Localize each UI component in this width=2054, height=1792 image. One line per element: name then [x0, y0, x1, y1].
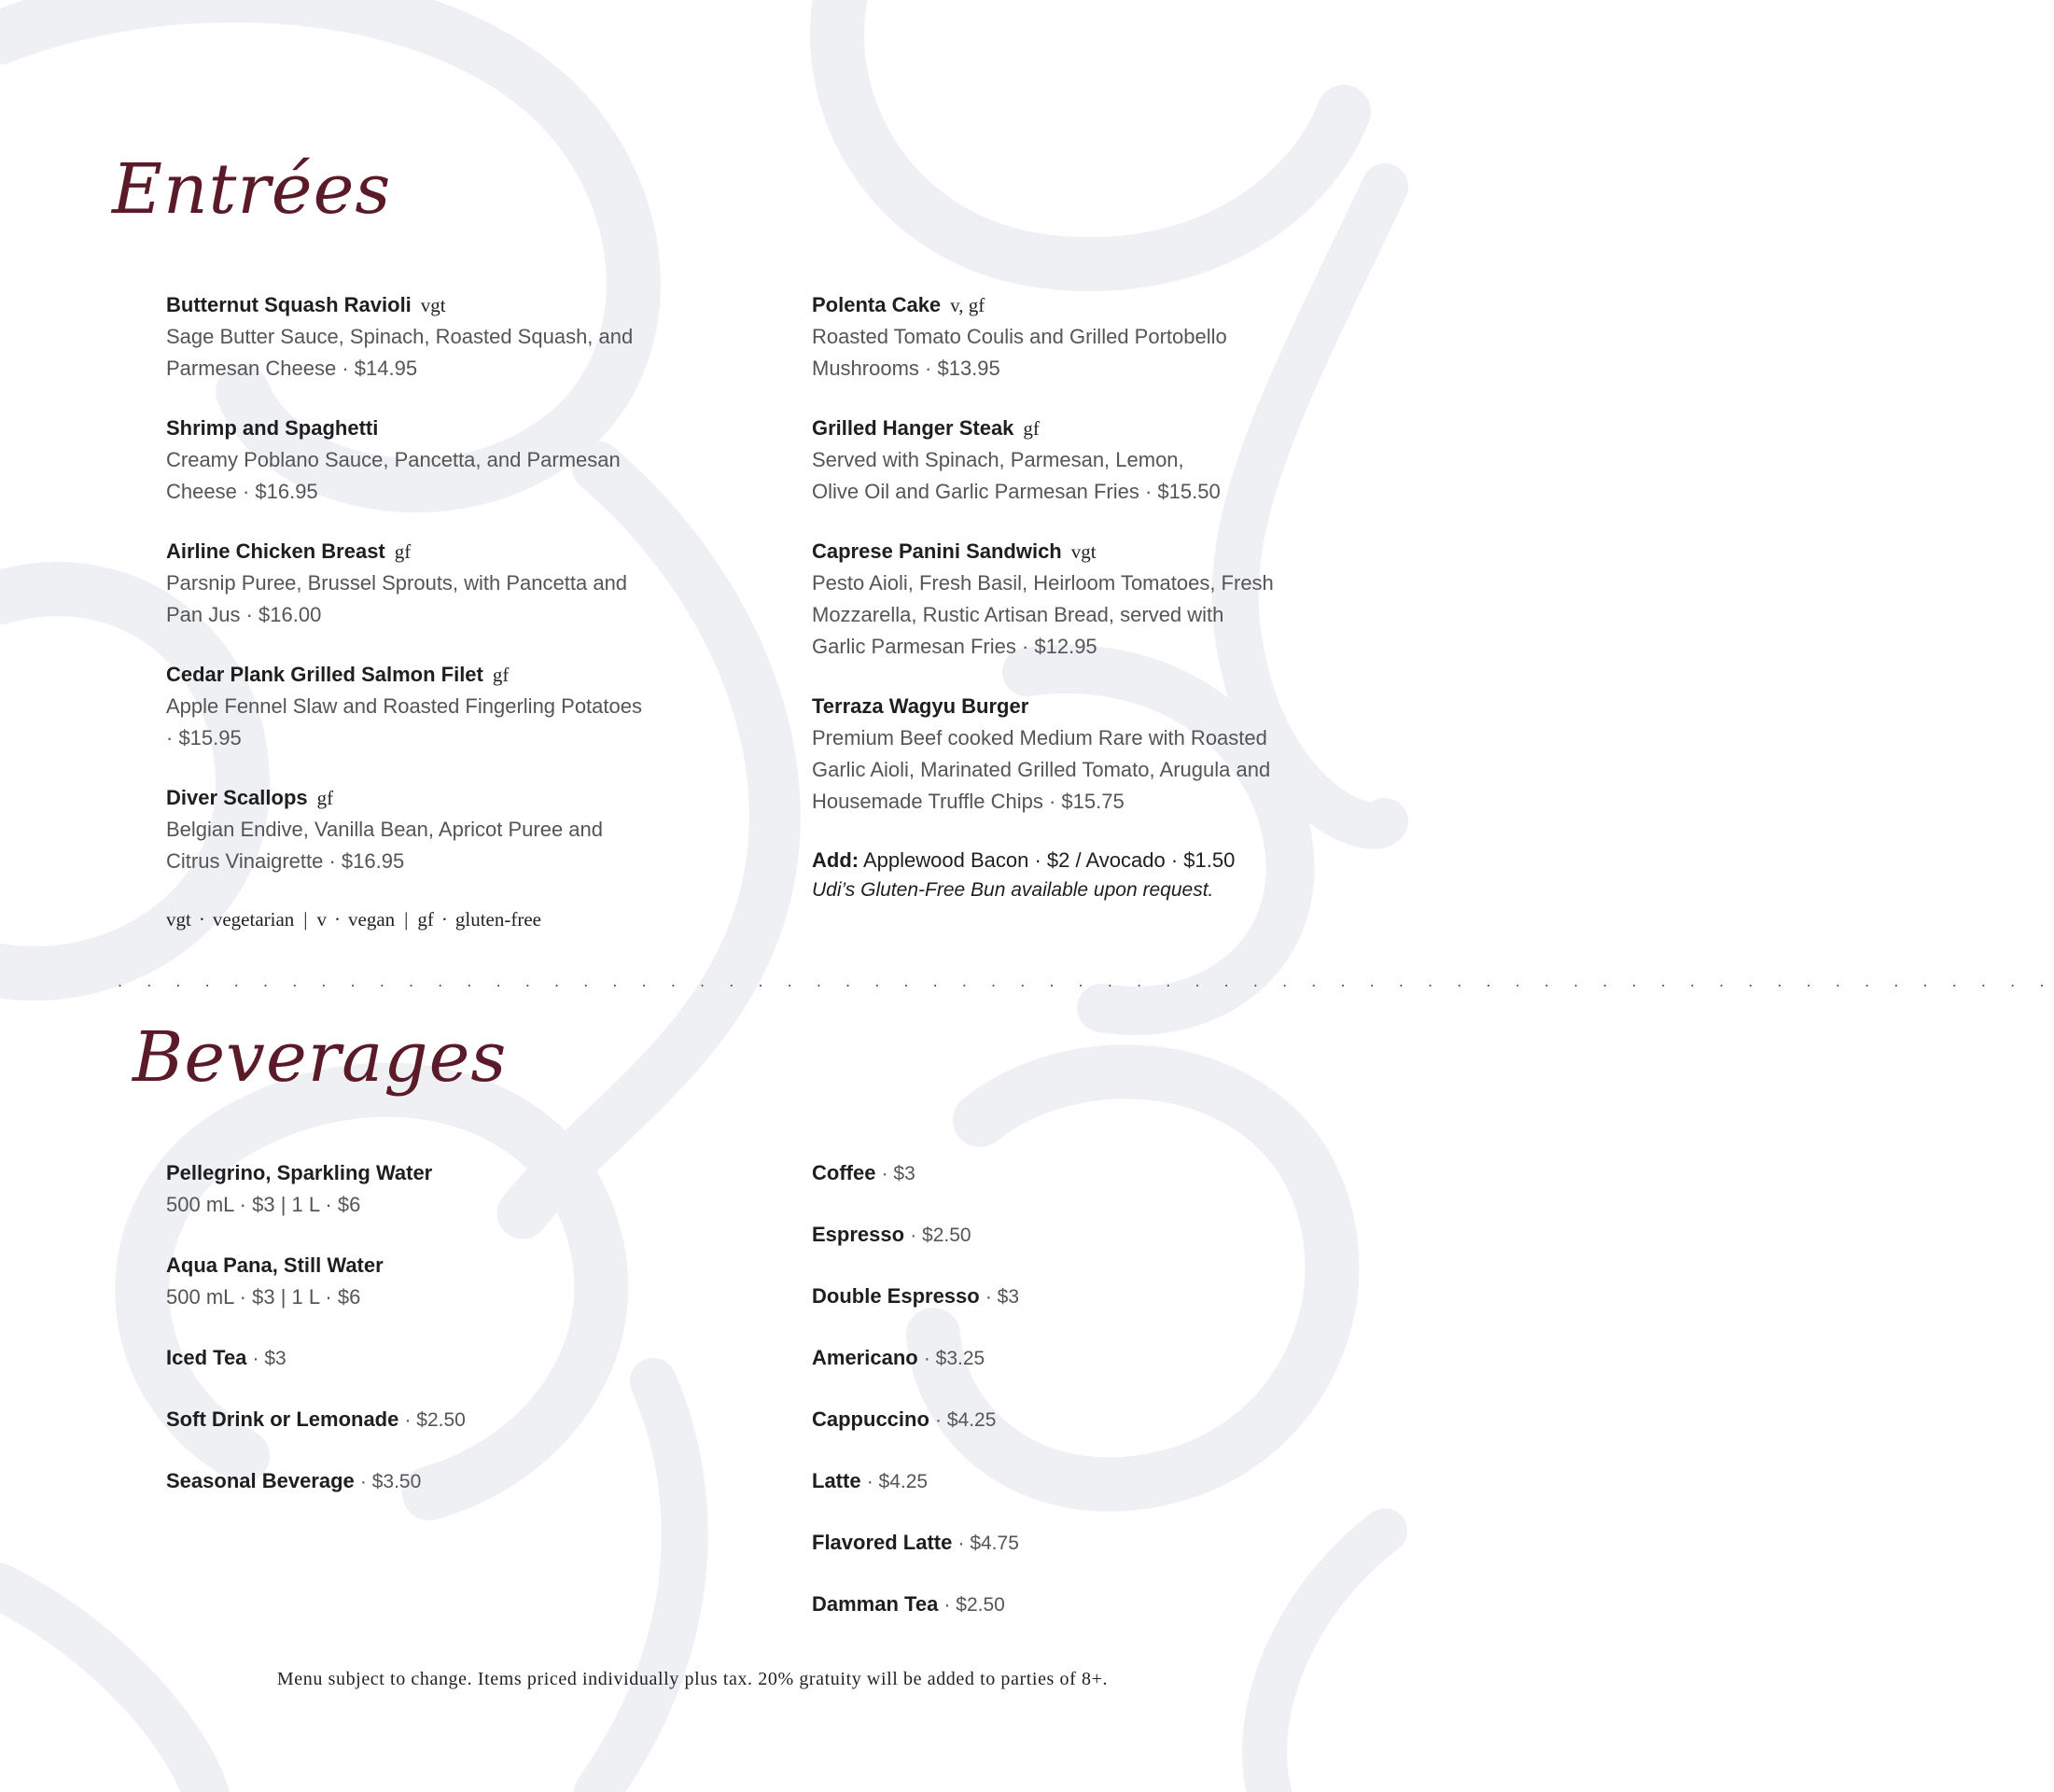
beverage-price: · $2.50 — [943, 1594, 1005, 1616]
beverage-item — [812, 1219, 1334, 1252]
beverage-sizes: 500 mL · $3 | 1 L · $6 — [166, 1285, 361, 1309]
beverage-item — [166, 1342, 689, 1375]
legend-v-label: vegan — [348, 908, 396, 931]
beverage-price: · $2.50 — [910, 1225, 971, 1246]
menu-item — [166, 536, 689, 631]
dietary-tag: vgt — [1070, 540, 1097, 563]
legend-gf-label: gluten-free — [454, 908, 542, 931]
beverage-name: Damman Tea — [812, 1592, 939, 1616]
beverage-item — [166, 1465, 689, 1498]
item-description-price: Olive Oil and Garlic Parmesan Fries · $15.50 — [812, 480, 1221, 503]
beverage-item — [812, 1342, 1334, 1375]
item-description-price: Citrus Vinaigrette · $16.95 — [166, 849, 405, 873]
menu-item — [166, 413, 689, 508]
beverage-item — [812, 1465, 1334, 1498]
menu-item — [166, 782, 689, 877]
beverage-name: Flavored Latte — [812, 1531, 953, 1554]
beverage-price: · $3.25 — [923, 1348, 985, 1369]
beverage-price: · $3 — [252, 1348, 286, 1369]
beverages-left-column — [166, 1157, 689, 1527]
entrees-right-column — [812, 289, 1334, 905]
item-name: Caprese Panini Sandwich — [812, 539, 1062, 563]
item-name: Terraza Wagyu Burger — [812, 694, 1029, 718]
beverage-item — [166, 1404, 689, 1436]
dietary-tag: gf — [492, 664, 510, 686]
beverage-name: Cappuccino — [812, 1407, 929, 1431]
item-description-price: Mushrooms · $13.95 — [812, 357, 1000, 380]
item-name: Grilled Hanger Steak — [812, 416, 1014, 440]
beverage-price: · $2.50 — [404, 1409, 466, 1431]
item-name: Airline Chicken Breast — [166, 539, 385, 563]
entrees-left-column — [166, 289, 689, 933]
beverage-item — [812, 1527, 1334, 1560]
item-name: Cedar Plank Grilled Salmon Filet — [166, 663, 483, 686]
dietary-tag: gf — [1023, 417, 1040, 440]
addon-note: Udi’s Gluten-Free Bun available upon request. — [812, 879, 1214, 901]
item-name: Shrimp and Spaghetti — [166, 416, 379, 440]
item-description: Premium Beef cooked Medium Rare with Roasted — [812, 726, 1267, 749]
menu-item — [812, 413, 1334, 508]
beverage-item — [812, 1281, 1334, 1313]
beverage-item — [812, 1157, 1334, 1190]
menu-item — [812, 536, 1334, 663]
item-description: Served with Spinach, Parmesan, Lemon, — [812, 448, 1184, 471]
beverages-title: Beverages — [133, 1017, 508, 1098]
item-description: Sage Butter Sauce, Spinach, Roasted Squash, and — [166, 325, 634, 348]
menu-item — [166, 659, 689, 754]
item-description: Pesto Aioli, Fresh Basil, Heirloom Tomatoes, Fresh — [812, 571, 1274, 595]
beverage-price: · $4.75 — [957, 1533, 1019, 1554]
entrees-title: Entrées — [112, 149, 392, 230]
item-description: Garlic Aioli, Marinated Grilled Tomato, Arugula and — [812, 758, 1271, 781]
menu-item — [812, 691, 1334, 818]
menu-footer-note: Menu subject to change. Items priced individually plus tax. 20% gratuity will be added to parties of 8+. — [276, 1669, 1109, 1689]
item-description: Apple Fennel Slaw and Roasted Fingerling Potatoes — [166, 694, 642, 718]
addon-label: Add: — [812, 848, 859, 872]
item-description-price: Cheese · $16.95 — [166, 480, 318, 503]
item-name: Polenta Cake — [812, 293, 942, 316]
dietary-legend: vgt · vegetarian | v · vegan | gf · gluten-free — [166, 908, 542, 931]
item-description-price: Garlic Parmesan Fries · $12.95 — [812, 635, 1097, 658]
addon-block — [812, 846, 1334, 905]
beverage-price: · $3 — [881, 1163, 915, 1184]
beverage-price: · $3 — [985, 1286, 1020, 1308]
beverage-price: · $4.25 — [935, 1409, 997, 1431]
legend-gf: gf — [417, 908, 434, 931]
beverage-name: Seasonal Beverage — [166, 1469, 355, 1492]
beverage-item — [812, 1589, 1334, 1621]
item-description-price: · $15.95 — [166, 726, 242, 749]
legend-vgt: vgt — [166, 908, 191, 931]
legend-vgt-label: vegetarian — [212, 908, 295, 931]
item-description: Roasted Tomato Coulis and Grilled Portobello — [812, 325, 1227, 348]
item-description-price: Parmesan Cheese · $14.95 — [166, 357, 418, 380]
beverage-name: Double Espresso — [812, 1284, 980, 1308]
dietary-tag: gf — [394, 540, 412, 563]
legend-v: v — [316, 908, 328, 931]
beverage-item — [166, 1250, 689, 1313]
beverage-sizes: 500 mL · $3 | 1 L · $6 — [166, 1193, 361, 1216]
item-description-price: Pan Jus · $16.00 — [166, 603, 322, 626]
section-divider: . . . . . . . . . . . . . . . . . . . . . . . . . . . . . . . . . . . . . . . . . . . . . . . . . . . . . . . . . . . . . . . . . . . — [118, 972, 2054, 990]
dietary-tag: gf — [316, 787, 334, 809]
item-description-price: Housemade Truffle Chips · $15.75 — [812, 790, 1125, 813]
beverage-item — [166, 1157, 689, 1221]
dietary-tag: v, gf — [950, 294, 985, 316]
menu-item — [166, 289, 689, 385]
item-description: Creamy Poblano Sauce, Pancetta, and Parmesan — [166, 448, 621, 471]
beverages-right-column — [812, 1157, 1334, 1650]
beverage-item — [812, 1404, 1334, 1436]
beverage-name: Latte — [812, 1469, 861, 1492]
item-description: Parsnip Puree, Brussel Sprouts, with Pancetta and — [166, 571, 628, 595]
menu-item — [812, 289, 1334, 385]
beverage-name: Espresso — [812, 1223, 905, 1246]
beverage-name: Aqua Pana, Still Water — [166, 1253, 384, 1277]
item-name: Diver Scallops — [166, 786, 308, 809]
item-description: Belgian Endive, Vanilla Bean, Apricot Puree and — [166, 818, 604, 841]
beverage-name: Coffee — [812, 1161, 876, 1184]
item-name: Butternut Squash Ravioli — [166, 293, 412, 316]
beverage-price: · $3.50 — [359, 1471, 422, 1492]
beverage-name: Soft Drink or Lemonade — [166, 1407, 399, 1431]
item-description: Mozzarella, Rustic Artisan Bread, served with — [812, 603, 1224, 626]
dietary-tag: vgt — [420, 294, 446, 316]
beverage-price: · $4.25 — [866, 1471, 929, 1492]
beverage-name: Americano — [812, 1346, 918, 1369]
beverage-name: Pellegrino, Sparkling Water — [166, 1161, 433, 1184]
addon-options: Applewood Bacon · $2 / Avocado · $1.50 — [863, 848, 1236, 872]
beverage-name: Iced Tea — [166, 1346, 247, 1369]
